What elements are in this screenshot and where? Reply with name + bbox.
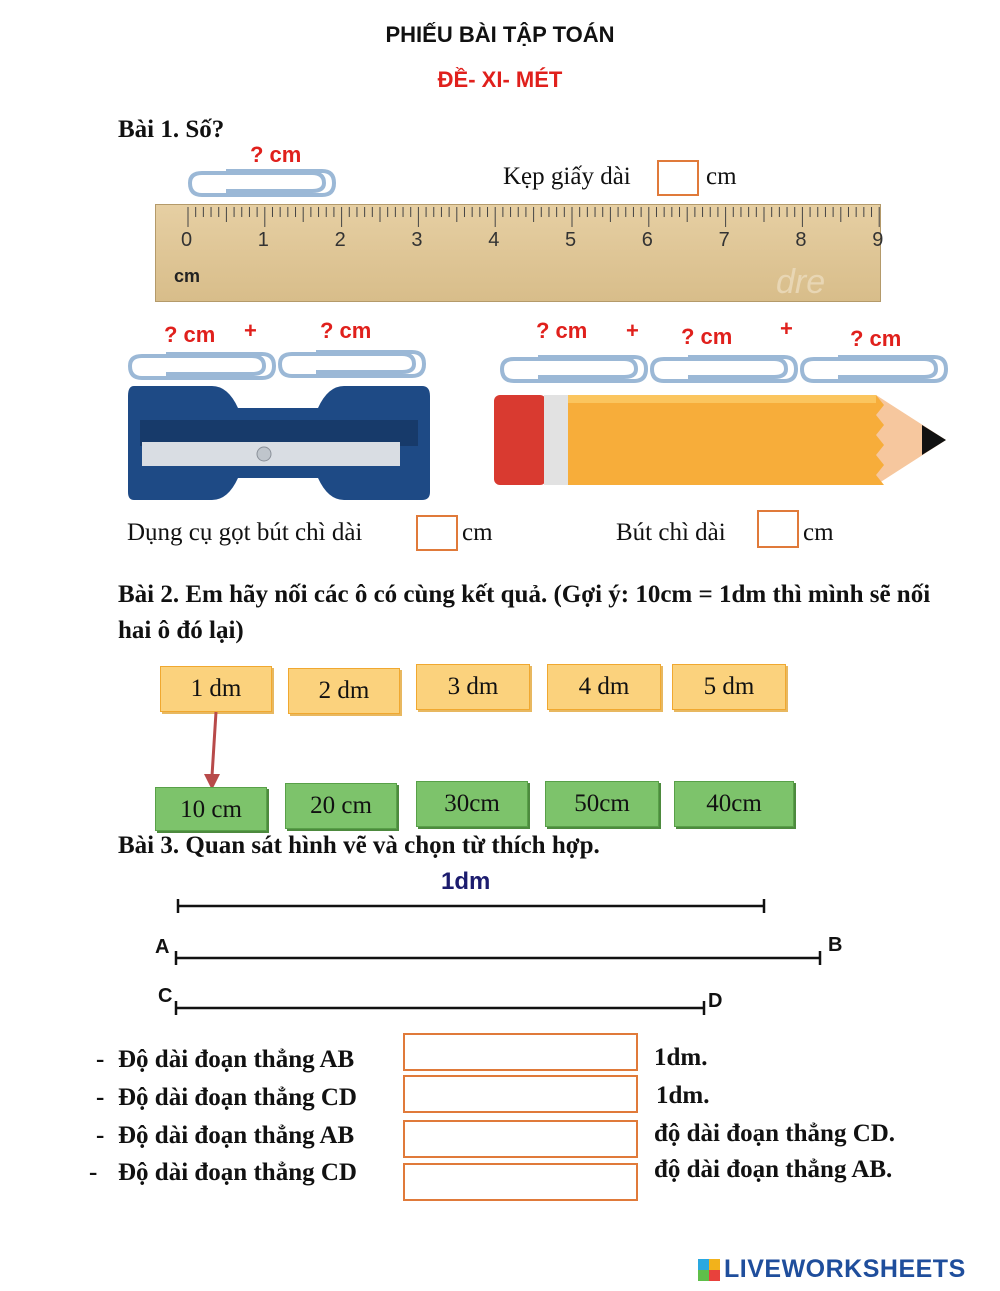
- sharpener-image: [128, 386, 430, 502]
- ruler-number: 1: [257, 229, 269, 251]
- segment-cd: [176, 1001, 704, 1015]
- ruler-number: 8: [795, 229, 807, 251]
- pencil-length-text: Bút chì dài: [616, 519, 726, 546]
- pencil-clip3-label: ? cm: [850, 326, 902, 351]
- row4-dash: -: [89, 1159, 98, 1186]
- paperclip-icon: [648, 349, 800, 389]
- row2-answer-box[interactable]: [403, 1075, 638, 1113]
- row2-left-text: Độ dài đoạn thẳng CD: [118, 1084, 357, 1111]
- row1-left-text: Độ dài đoạn thẳng AB: [118, 1046, 355, 1073]
- point-c-label: C: [158, 985, 173, 1007]
- page-subtitle: ĐỀ- XI- MÉT: [437, 67, 563, 92]
- match-top-2dm[interactable]: 2 dm: [288, 668, 400, 714]
- match-bottom-10cm[interactable]: 10 cm: [155, 787, 267, 831]
- paperclip-length-text: Kẹp giấy dài: [503, 163, 631, 190]
- clip-question-label: ? cm: [250, 142, 302, 167]
- sharpener-clip2-label: ? cm: [320, 318, 372, 343]
- row3-left-text: Độ dài đoạn thẳng AB: [118, 1122, 355, 1149]
- ruler-number: 4: [488, 229, 500, 251]
- segment-1dm: [178, 899, 764, 913]
- connector-arrow: [200, 710, 230, 792]
- match-top-1dm[interactable]: 1 dm: [160, 666, 272, 712]
- ruler-unit-label: cm: [174, 266, 201, 286]
- bai1-heading: Bài 1. Số?: [118, 116, 225, 143]
- paperclip-unit: cm: [706, 163, 737, 190]
- match-bottom-40cm[interactable]: 40cm: [674, 781, 794, 827]
- row3-answer-box[interactable]: [403, 1120, 638, 1158]
- segments-figure: [170, 896, 830, 1020]
- row2-dash: -: [96, 1084, 105, 1111]
- pencil-image: [492, 391, 950, 489]
- reference-segment-label: 1dm: [441, 868, 491, 895]
- match-bottom-20cm[interactable]: 20 cm: [285, 783, 397, 829]
- ruler-number: 6: [641, 229, 653, 251]
- ruler-number: 7: [718, 229, 730, 251]
- ruler-number: 0: [181, 229, 193, 251]
- row1-answer-box[interactable]: [403, 1033, 638, 1071]
- row1-right-text: 1dm.: [654, 1044, 708, 1071]
- bai3-heading: Bài 3. Quan sát hình vẽ và chọn từ thích hợp.: [118, 832, 600, 859]
- plus-sign-2: +: [626, 318, 639, 343]
- row4-left-text: Độ dài đoạn thẳng CD: [118, 1159, 357, 1186]
- match-top-4dm[interactable]: 4 dm: [547, 664, 661, 710]
- match-top-5dm[interactable]: 5 dm: [672, 664, 786, 710]
- plus-sign-3: +: [780, 316, 793, 341]
- row2-right-text: 1dm.: [656, 1082, 710, 1109]
- point-b-label: B: [828, 934, 843, 956]
- sharpener-length-text: Dụng cụ gọt bút chì dài: [127, 519, 363, 546]
- paperclip-icon: [186, 163, 338, 203]
- ruler: [155, 204, 884, 302]
- sharpener-answer-box[interactable]: [416, 515, 458, 551]
- liveworksheets-logo-icon: [698, 1259, 720, 1281]
- paperclip-icon: [798, 349, 950, 389]
- segment-ab: [176, 951, 820, 965]
- row3-dash: -: [96, 1122, 105, 1149]
- sharpener-clip1-label: ? cm: [164, 322, 216, 347]
- ruler-number: 5: [565, 229, 577, 251]
- pencil-answer-box[interactable]: [757, 510, 799, 548]
- sharpener-unit: cm: [462, 519, 493, 546]
- row3-right-text: độ dài đoạn thẳng CD.: [654, 1120, 896, 1147]
- paperclip-icon: [498, 349, 650, 389]
- pencil-unit: cm: [803, 519, 834, 546]
- point-d-label: D: [708, 990, 723, 1012]
- plus-sign-1: +: [244, 318, 257, 343]
- paperclip-icon: [126, 346, 278, 386]
- page-title: PHIẾU BÀI TẬP TOÁN: [385, 22, 615, 47]
- paperclip-answer-box[interactable]: [657, 160, 699, 196]
- ruler-number: 9: [872, 229, 884, 251]
- pencil-clip1-label: ? cm: [536, 318, 588, 343]
- paperclip-icon: [276, 344, 428, 384]
- row4-answer-box[interactable]: [403, 1163, 638, 1201]
- ruler-number: 3: [411, 229, 423, 251]
- footer-brand: LIVEWORKSHEETS: [724, 1255, 966, 1283]
- match-top-3dm[interactable]: 3 dm: [416, 664, 530, 710]
- pencil-clip2-label: ? cm: [681, 324, 733, 349]
- bai2-heading: Bài 2. Em hãy nối các ô có cùng kết quả. (Gợi ý: 10cm = 1dm thì mình sẽ nối hai ô đó lại): [118, 581, 931, 644]
- point-a-label: A: [155, 936, 170, 958]
- match-bottom-50cm[interactable]: 50cm: [545, 781, 659, 827]
- row4-right-text: độ dài đoạn thẳng AB.: [654, 1156, 893, 1183]
- row1-dash: -: [96, 1046, 105, 1073]
- ruler-number: 2: [334, 229, 346, 251]
- ruler-watermark: dre: [776, 263, 826, 301]
- match-bottom-30cm[interactable]: 30cm: [416, 781, 528, 827]
